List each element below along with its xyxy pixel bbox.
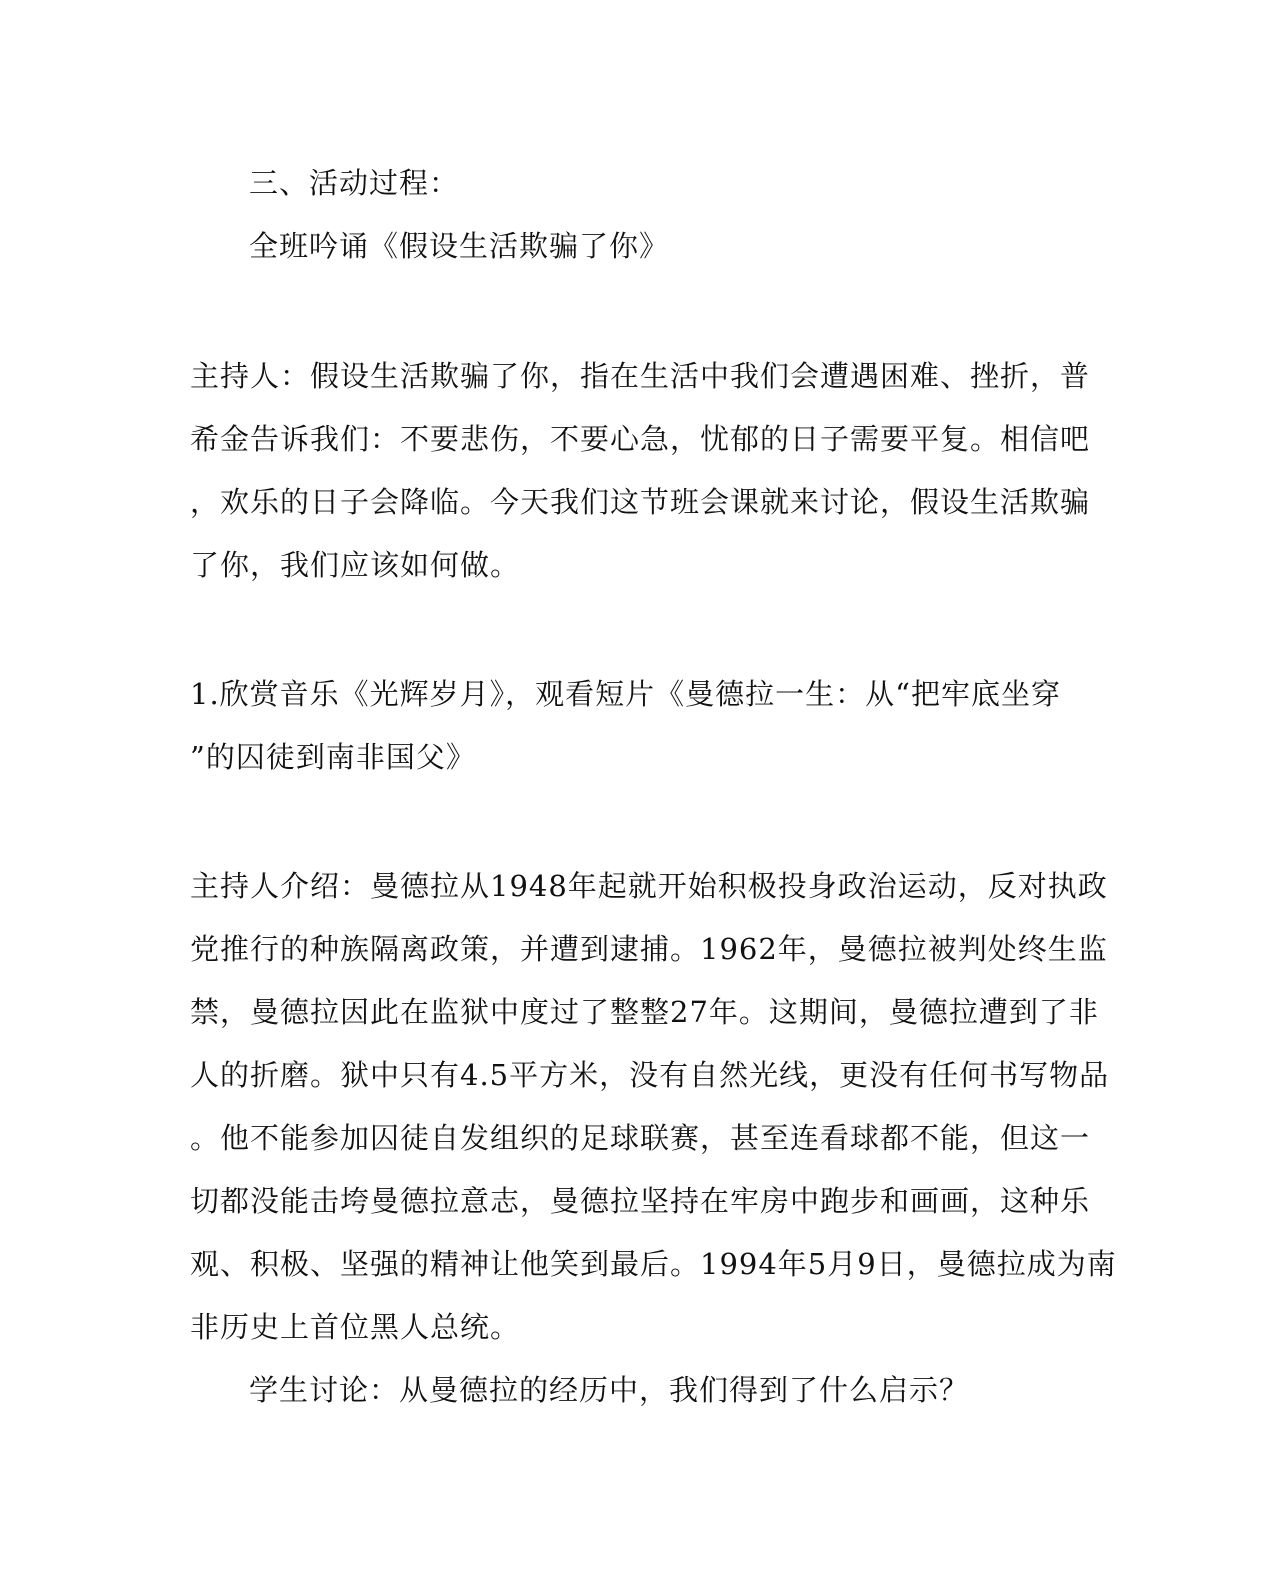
recitation-line: 全班吟诵《假设生活欺骗了你》: [249, 229, 670, 263]
mandela-intro-line: 人的折磨。狱中只有4.5平方米，没有自然光线，更没有任何书写物品: [190, 1058, 1110, 1092]
mandela-intro-line: 主持人介绍：曼德拉从1948年起就开始积极投身政治运动，反对执政: [190, 869, 1108, 903]
host-intro-line: 了你，我们应该如何做。: [190, 548, 521, 582]
mandela-intro-line: 切都没能击垮曼德拉意志，曼德拉坚持在牢房中跑步和画画，这种乐: [190, 1184, 1091, 1218]
mandela-intro-line: 禁，曼德拉因此在监狱中度过了整整27年。这期间，曼德拉遭到了非: [190, 995, 1099, 1029]
mandela-intro-line: 。他不能参加囚徒自发组织的足球联赛，甚至连看球都不能，但这一: [190, 1121, 1091, 1155]
mandela-intro-line: 党推行的种族隔离政策，并遭到逮捕。1962年，曼德拉被判处终生监: [190, 932, 1108, 966]
item1-line: 1.欣赏音乐《光辉岁月》，观看短片《曼德拉一生：从“把牢底坐穿: [190, 677, 1061, 711]
mandela-intro-line: 观、积极、坚强的精神让他笑到最后。1994年5月9日，曼德拉成为南: [190, 1247, 1117, 1281]
mandela-intro-line: 非历史上首位黑人总统。: [190, 1310, 521, 1344]
host-intro-line: 主持人：假设生活欺骗了你，指在生活中我们会遭遇困难、挫折，普: [190, 359, 1091, 393]
discussion-prompt: 学生讨论：从曼德拉的经历中，我们得到了什么启示？: [249, 1373, 970, 1407]
item1-line: ”的囚徒到南非国父》: [190, 740, 476, 774]
section-heading: 三、活动过程：: [249, 166, 460, 200]
host-intro-line: ，欢乐的日子会降临。今天我们这节班会课就来讨论，假设生活欺骗: [190, 485, 1091, 519]
host-intro-line: 希金告诉我们：不要悲伤，不要心急，忧郁的日子需要平复。相信吧: [190, 422, 1091, 456]
